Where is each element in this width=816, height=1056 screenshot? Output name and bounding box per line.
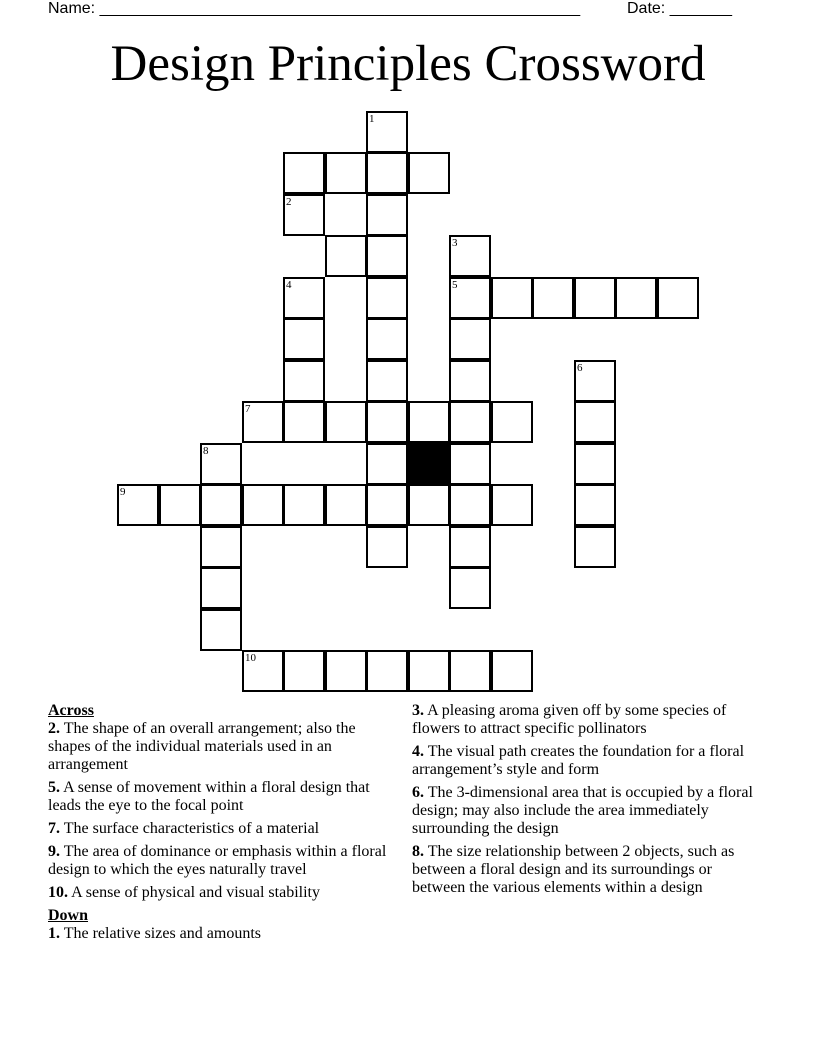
grid-cell[interactable] (366, 484, 408, 526)
grid-cell[interactable] (449, 443, 491, 485)
grid-cell[interactable] (615, 277, 657, 319)
grid-cell[interactable] (366, 194, 408, 236)
grid-cell-blocked (408, 443, 450, 485)
clue-text: The relative sizes and amounts (63, 925, 261, 942)
grid-cell[interactable] (366, 650, 408, 692)
grid-cell[interactable] (491, 650, 533, 692)
clue-number: 10. (48, 884, 68, 901)
grid-cell[interactable] (449, 484, 491, 526)
grid-cell[interactable] (325, 401, 367, 443)
grid-cell[interactable] (491, 484, 533, 526)
clue-number-label: 3 (452, 237, 458, 249)
clue-number: 7. (48, 820, 60, 837)
clue-number: 3. (412, 702, 424, 719)
grid-cell[interactable] (449, 526, 491, 568)
grid-cell[interactable] (283, 194, 325, 236)
grid-cell[interactable] (283, 484, 325, 526)
grid-cell[interactable] (325, 152, 367, 194)
grid-cell[interactable] (449, 360, 491, 402)
clue-number: 6. (412, 784, 424, 801)
grid-cell[interactable] (408, 650, 450, 692)
clue-number-label: 1 (369, 113, 375, 125)
clue-text: The surface characteristics of a material (63, 820, 320, 837)
grid-cell[interactable] (117, 484, 159, 526)
grid-cell[interactable] (200, 443, 242, 485)
grid-cell[interactable] (200, 526, 242, 568)
clue-across-5 (48, 779, 400, 815)
grid-cell[interactable] (574, 401, 616, 443)
clue-down-6 (412, 784, 764, 838)
grid-cell[interactable] (366, 526, 408, 568)
clue-number-label: 2 (286, 196, 292, 208)
grid-cell[interactable] (491, 401, 533, 443)
grid-cell[interactable] (283, 277, 325, 319)
clue-text: The visual path creates the foundation for a floral arrangement’s style and form (412, 743, 745, 778)
grid-cell[interactable] (242, 401, 284, 443)
grid-cell[interactable] (366, 235, 408, 277)
grid-cell[interactable] (325, 235, 367, 277)
clue-down-4 (412, 743, 764, 779)
grid-cell[interactable] (574, 526, 616, 568)
across-heading: Across (48, 702, 94, 719)
clue-across-9 (48, 843, 400, 879)
clue-number: 2. (48, 720, 60, 737)
grid-cell[interactable] (159, 484, 201, 526)
page-title: Design Principles Crossword (110, 36, 706, 92)
clue-across-10 (48, 884, 400, 902)
grid-cell[interactable] (449, 650, 491, 692)
clue-across-7 (48, 820, 400, 838)
clue-number-label: 9 (120, 486, 126, 498)
clue-number: 1. (48, 925, 60, 942)
grid-cell[interactable] (242, 650, 284, 692)
grid-cell[interactable] (366, 401, 408, 443)
clue-number-label: 4 (286, 279, 292, 291)
clue-number: 4. (412, 743, 424, 760)
clue-text: A sense of physical and visual stability (71, 884, 320, 901)
clue-number: 9. (48, 843, 60, 860)
clue-number-label: 5 (452, 279, 458, 291)
clue-number: 5. (48, 779, 60, 796)
clue-text: The area of dominance or emphasis within a floral design to which the eyes naturally travel (48, 843, 387, 878)
grid-cell[interactable] (366, 360, 408, 402)
clue-text: The size relationship between 2 objects, such as between a floral design and its surroundings or between the various elements within a design (412, 843, 735, 896)
grid-cell[interactable] (408, 484, 450, 526)
grid-cell[interactable] (200, 567, 242, 609)
clue-number: 8. (412, 843, 424, 860)
down-heading: Down (48, 907, 89, 924)
grid-cell[interactable] (449, 567, 491, 609)
grid-cell[interactable] (200, 609, 242, 651)
clues-left-column (48, 702, 400, 948)
clue-text: The 3-dimensional area that is occupied by a floral design; may also include the area immediately surrounding the design (412, 784, 753, 837)
grid-cell[interactable] (449, 235, 491, 277)
grid-cell[interactable] (574, 360, 616, 402)
clue-number-label: 7 (245, 403, 251, 415)
name-field-line: Name: ______________________________________________________ (48, 0, 581, 17)
grid-cell[interactable] (283, 401, 325, 443)
grid-cell[interactable] (491, 277, 533, 319)
grid-cell[interactable] (325, 650, 367, 692)
grid-cell[interactable] (449, 401, 491, 443)
clue-text: The shape of an overall arrangement; also the shapes of the individual materials used in an arrangement (48, 720, 356, 773)
grid-cell[interactable] (283, 360, 325, 402)
clue-down-1 (48, 925, 400, 943)
grid-cell[interactable] (366, 318, 408, 360)
date-field-line: Date: _______ (627, 0, 732, 17)
clue-down-3 (412, 702, 764, 738)
clue-across-2 (48, 720, 400, 774)
grid-cell[interactable] (283, 152, 325, 194)
clue-text: A pleasing aroma given off by some species of flowers to attract specific pollinators (412, 702, 727, 737)
grid-cell[interactable] (200, 484, 242, 526)
clue-number-label: 8 (203, 445, 209, 457)
grid-cell[interactable] (366, 111, 408, 153)
grid-cell[interactable] (449, 318, 491, 360)
grid-cell[interactable] (574, 484, 616, 526)
grid-cell[interactable] (242, 484, 284, 526)
grid-cell[interactable] (449, 277, 491, 319)
clues-right-column (412, 702, 764, 902)
grid-cell[interactable] (574, 443, 616, 485)
grid-cell[interactable] (325, 484, 367, 526)
grid-cell[interactable] (283, 650, 325, 692)
grid-cell[interactable] (574, 277, 616, 319)
clue-number-label: 6 (577, 362, 583, 374)
grid-cell[interactable] (366, 443, 408, 485)
clue-text: A sense of movement within a floral design that leads the eye to the focal point (48, 779, 370, 814)
clue-down-8 (412, 843, 764, 897)
grid-cell[interactable] (657, 277, 699, 319)
grid-cell[interactable] (532, 277, 574, 319)
grid-cell[interactable] (408, 401, 450, 443)
grid-cell[interactable] (366, 152, 408, 194)
grid-cell[interactable] (283, 318, 325, 360)
clue-number-label: 10 (245, 652, 256, 664)
grid-cell[interactable] (366, 277, 408, 319)
grid-cell[interactable] (408, 152, 450, 194)
